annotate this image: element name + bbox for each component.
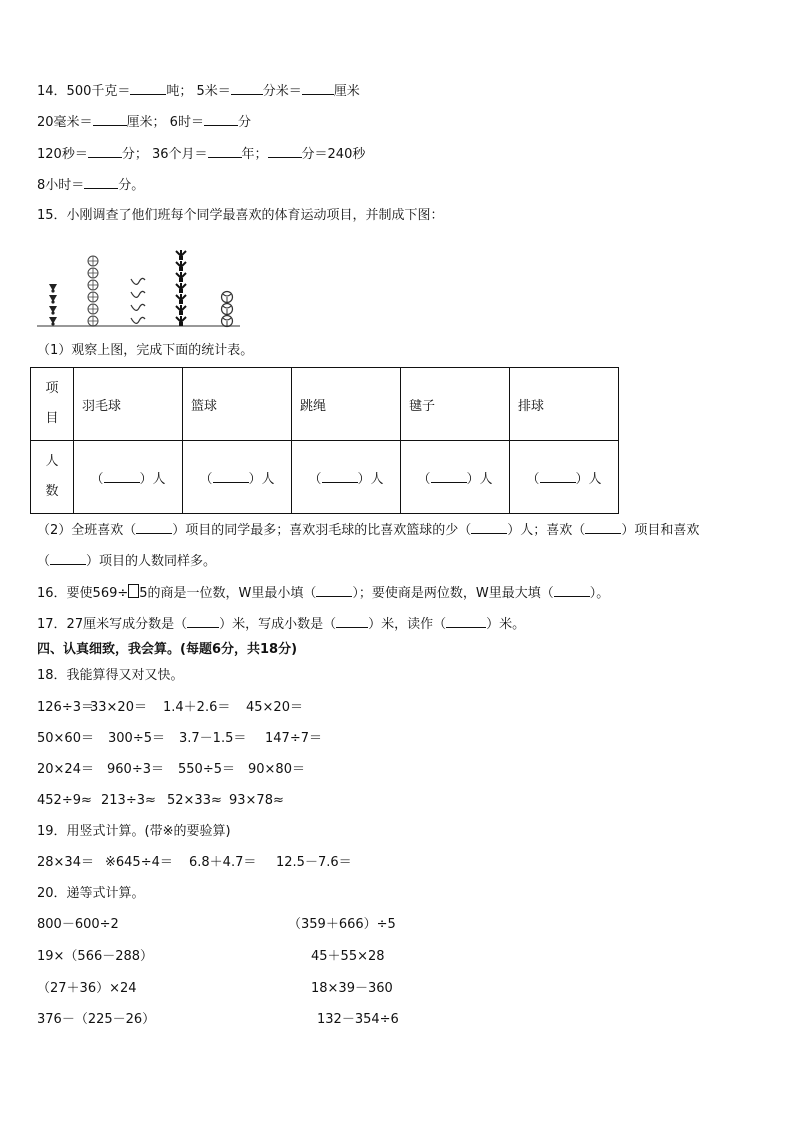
q16 (37, 584, 609, 603)
calc-item: 50×60＝ (37, 731, 94, 746)
shuttlecock-icon (49, 284, 57, 293)
q20-left-3: （27＋36）×24 (37, 981, 137, 996)
q19-items (37, 854, 352, 872)
q14-line1 (37, 82, 360, 101)
q14-text: 14．500千克＝ (37, 84, 131, 99)
q17-text: ）米，写成小数是（ (219, 617, 337, 632)
item-volleyball: 排球 (510, 368, 619, 441)
q17-text: 17．27厘米写成分数是（ (37, 617, 188, 632)
section-4-heading: 四、认真细致，我会算。(每题6分，共18分) (37, 642, 298, 657)
answer-blank (93, 113, 127, 126)
count-cell[interactable] (292, 441, 401, 514)
jianzi-icon (176, 294, 186, 304)
answer-blank (204, 113, 238, 126)
basketball-icon (88, 304, 98, 314)
statistics-table (30, 367, 619, 514)
basketball-icon (88, 280, 98, 290)
calc-item: 20×24＝ (37, 762, 94, 777)
q14-text: 分米＝ (262, 84, 302, 99)
cell-text: （ (90, 471, 104, 487)
answer-blank (431, 470, 467, 483)
answer-blank (104, 470, 140, 483)
q15-text: ）项目的人数同样多。 (86, 554, 217, 569)
q18-row (37, 730, 322, 748)
table-head-item (31, 368, 74, 441)
q14-text: 8小时＝ (37, 178, 85, 193)
q20-right-4: 132－354÷6 (317, 1012, 399, 1027)
jianzi-icon (176, 272, 186, 282)
q14-text: 分＝240秒 (301, 147, 366, 162)
jianzi-icon (176, 305, 186, 315)
q15-text: ）人；喜欢（ (507, 523, 586, 538)
calc-item: 6.8＋4.7＝ (189, 855, 257, 870)
q16-text: 5的商是一位数，W里最小填（ (139, 586, 317, 601)
q17 (37, 615, 525, 634)
answer-blank (540, 470, 576, 483)
q15-stem: 15．小刚调查了他们班每个同学最喜欢的体育运动项目，并制成下图： (37, 208, 444, 223)
q18-row (37, 761, 305, 779)
q14-text: 20毫米＝ (37, 115, 93, 130)
answer-blank (554, 584, 590, 597)
q20-right-1: （359＋666）÷5 (288, 917, 396, 932)
q14-text: 厘米 (333, 84, 360, 99)
calc-item: 960÷3＝ (107, 762, 164, 777)
cell-text: （ (526, 471, 540, 487)
q15-text: ）项目和喜欢 (621, 523, 700, 538)
badminton-shuttlecock-icons (49, 284, 57, 326)
head-char: 项 (45, 381, 59, 396)
item-jianzi: 毽子 (401, 368, 510, 441)
count-cell[interactable] (183, 441, 292, 514)
jianzi-icons (176, 250, 186, 326)
q20-left-4: 376－（225－26） (37, 1012, 156, 1027)
calc-item: 28×34＝ (37, 855, 94, 870)
head-char: 目 (45, 411, 59, 426)
jianzi-icon (176, 261, 186, 271)
q20-left-1: 800－600÷2 (37, 917, 119, 932)
answer-blank (130, 82, 166, 95)
calc-item: 52×33≈ (167, 793, 222, 808)
q19-stem: 19．用竖式计算。(带※的要验算) (37, 824, 231, 839)
calc-item: 147÷7＝ (265, 731, 322, 746)
count-cell[interactable] (401, 441, 510, 514)
basketball-icon (88, 256, 98, 266)
basketball-icon (88, 268, 98, 278)
volleyball-icon (222, 316, 233, 327)
calc-item: 33×20＝ (90, 700, 147, 715)
shuttlecock-icon (49, 306, 57, 315)
q14-line2 (37, 113, 251, 132)
answer-blank (471, 521, 507, 534)
q14-line4 (37, 176, 144, 195)
jianzi-icon (176, 316, 186, 326)
volleyball-icon (222, 304, 233, 315)
q18-stem: 18．我能算得又对又快。 (37, 668, 184, 683)
calc-item: 126÷3＝ (37, 700, 94, 715)
cell-text: ）人 (139, 471, 166, 487)
item-basketball: 篮球 (183, 368, 292, 441)
q17-text: ）米，读作（ (368, 617, 447, 632)
jianzi-icon (176, 283, 186, 293)
q14-text: 年； (241, 147, 268, 162)
jianzi-icon (176, 250, 186, 260)
q18-row (37, 699, 303, 717)
cell-text: ）人 (357, 471, 384, 487)
calc-item: 3.7－1.5＝ (179, 731, 247, 746)
answer-blank (187, 615, 219, 628)
q15-text: （2）全班喜欢（ (37, 523, 137, 538)
calc-item: 452÷9≈ (37, 793, 92, 808)
calc-item: 93×78≈ (229, 793, 284, 808)
answer-blank (231, 82, 263, 95)
q14-text: 分； 36个月＝ (121, 147, 208, 162)
answer-blank (213, 470, 249, 483)
jump-rope-icon (131, 278, 145, 284)
answer-blank (88, 145, 122, 158)
answer-blank (84, 176, 118, 189)
jump-rope-icons (131, 278, 145, 323)
cell-text: （ (308, 471, 322, 487)
item-badminton: 羽毛球 (74, 368, 183, 441)
q16-text: ）；要使商是两位数，W里最大填（ (352, 586, 554, 601)
answer-blank (446, 615, 486, 628)
q14-text: 分。 (118, 178, 145, 193)
q15-text: （ (37, 554, 51, 569)
calc-item: 213÷3≈ (101, 793, 156, 808)
answer-blank (336, 615, 368, 628)
head-char: 数 (45, 484, 59, 499)
q15-part1: （1）观察上图，完成下面的统计表。 (37, 343, 254, 358)
q20-stem: 20．递等式计算。 (37, 886, 145, 901)
sports-pictograph (35, 236, 245, 332)
count-cell[interactable] (74, 441, 183, 514)
calc-item: 45×20＝ (246, 700, 303, 715)
basketball-icon (88, 292, 98, 302)
item-jump-rope: 跳绳 (292, 368, 401, 441)
cell-text: （ (199, 471, 213, 487)
cell-text: ）人 (575, 471, 602, 487)
cell-text: （ (417, 471, 431, 487)
cell-text: ）人 (248, 471, 275, 487)
q14-text: 120秒＝ (37, 147, 88, 162)
jump-rope-icon (131, 291, 145, 297)
head-char: 人 (45, 454, 59, 469)
calc-item: 550÷5＝ (178, 762, 235, 777)
q17-text: ）米。 (486, 617, 526, 632)
calc-item: 300÷5＝ (108, 731, 165, 746)
basketball-icon (88, 316, 98, 326)
jump-rope-icon (131, 304, 145, 310)
answer-blank (136, 521, 172, 534)
shuttlecock-icon (49, 295, 57, 304)
q18-row (37, 792, 284, 810)
q14-text: 吨； 5米＝ (166, 84, 231, 99)
q16-text: 16．要使569÷ (37, 586, 129, 601)
digit-box (128, 584, 139, 598)
calc-item: 1.4＋2.6＝ (163, 700, 231, 715)
q20-left-2: 19×（566－288） (37, 949, 154, 964)
answer-blank (208, 145, 242, 158)
answer-blank (302, 82, 334, 95)
q15-part2-line2 (37, 552, 216, 571)
q14-line3 (37, 145, 365, 164)
answer-blank (268, 145, 302, 158)
q20-right-2: 45＋55×28 (311, 949, 385, 964)
answer-blank (585, 521, 621, 534)
cell-text: ）人 (466, 471, 493, 487)
q16-text: ）。 (589, 586, 610, 601)
basketball-icons (88, 256, 98, 326)
answer-blank (322, 470, 358, 483)
table-head-count (31, 441, 74, 514)
q14-text: 厘米； 6时＝ (126, 115, 204, 130)
volleyball-icons (222, 292, 233, 327)
volleyball-icon (222, 292, 233, 303)
q20-right-3: 18×39－360 (311, 981, 393, 996)
q14-text: 分 (237, 115, 251, 130)
answer-blank (316, 584, 352, 597)
q15-part2-line1 (37, 521, 699, 540)
calc-item: 12.5－7.6＝ (276, 855, 352, 870)
shuttlecock-icon (49, 317, 57, 326)
calc-item: 90×80＝ (248, 762, 305, 777)
q15-text: ）项目的同学最多；喜欢羽毛球的比喜欢篮球的少（ (172, 523, 472, 538)
jump-rope-icon (131, 317, 145, 323)
answer-blank (50, 552, 86, 565)
count-cell[interactable] (510, 441, 619, 514)
calc-item: ※645÷4＝ (105, 855, 173, 870)
